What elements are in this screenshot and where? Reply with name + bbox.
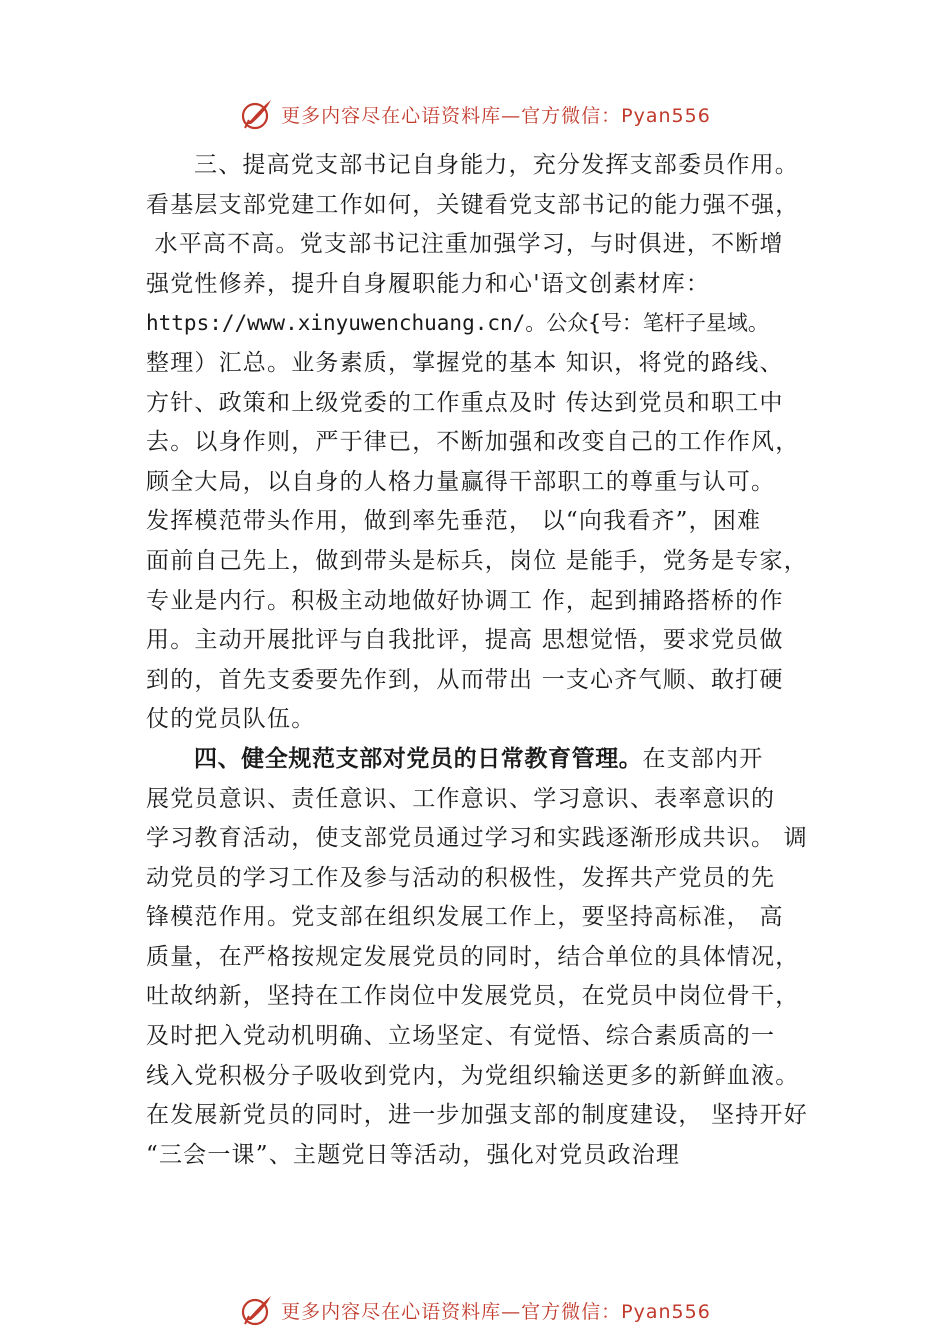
paragraph-line: “三会一课”、主题党日等活动，强化对党员政治理 (146, 1141, 681, 1168)
paragraph-line: 在发展新党员的同时，进一步加强支部的制度建设， 坚持开好 (146, 1102, 808, 1129)
footer-banner (0, 1290, 950, 1330)
paragraph-line: 展党员意识、责任意识、工作意识、学习意识、表率意识的 (146, 785, 776, 812)
paragraph-line: 水平高不高。党支部书记注重加强学习，与时俱进，不断增 (146, 231, 784, 258)
header-banner-label: 更多内容尽在心语资料库—官方微信： (281, 104, 622, 127)
paragraph-line: 及时把入党动机明确、立场坚定、有觉悟、综合素质高的一 (146, 1023, 776, 1050)
header-banner-text (281, 101, 711, 128)
paragraph-line: 动党员的学习工作及参与活动的积极性，发挥共产党员的先 (146, 864, 776, 891)
footer-banner-label: 更多内容尽在心语资料库—官方微信： (281, 1300, 622, 1323)
footer-banner-text (281, 1297, 711, 1324)
paragraph-line: 整理）汇总。业务素质，掌握党的基本 知识，将党的路线、 (146, 349, 784, 376)
section-4-first-line (146, 740, 836, 780)
brush-quill-logo-icon (239, 96, 275, 132)
paragraph-line: 去。以身作则，严于律已，不断加强和改变自己的工作作风， (146, 429, 800, 456)
paragraph-line: 专业是内行。积极主动地做好协调工 作，起到捕路搭桥的作 (146, 587, 784, 614)
paragraph-line: 吐故纳新，坚持在工作岗位中发展党员，在党员中岗位骨干， (146, 983, 800, 1010)
section-4-heading-tail: 在支部内开 (642, 745, 764, 772)
paragraph-line: 三、提高党支部书记自身能力，充分发挥支部委员作用。 (194, 152, 799, 178)
header-banner (0, 94, 950, 134)
brush-quill-logo-icon (239, 1292, 275, 1328)
paragraph-line: 方针、政策和上级党委的工作重点及时 传达到党员和职工中 (146, 389, 784, 416)
footer-wechat-id: Pyan556 (621, 1300, 711, 1323)
paragraph-line: 看基层支部党建工作如何，关键看党支部书记的能力强不强， (146, 191, 800, 218)
paragraph-line: 强党性修养，提升自身履职能力和心'语文创素材库： (146, 270, 711, 297)
paragraph-line: 发挥模范带头作用，做到率先垂范， 以“向我看齐”，困难 (146, 508, 762, 535)
header-wechat-id: Pyan556 (621, 104, 711, 127)
paragraph-line-url: https://www.xinyuwenchuang.cn/。公众{号：笔杆子星域。 (146, 311, 769, 336)
paragraph-line: 质量，在严格按规定发展党员的同时，结合单位的具体情况， (146, 943, 800, 970)
paragraph-line: 面前自己先上，做到带头是标兵，岗位 是能手，党务是专家， (146, 547, 808, 574)
paragraph-line: 线入党积极分子吸收到党内，为党组织输送更多的新鲜血液。 (146, 1062, 800, 1089)
paragraph-line: 锋模范作用。党支部在组织发展工作上，要坚持高标准， 高 (146, 904, 784, 931)
paragraph-line: 学习教育活动，使支部党员通过学习和实践逐渐形成共识。 调 (146, 825, 808, 852)
paragraph-line: 到的，首先支委要先作到，从而带出 一支心齐气顺、敢打硬 (146, 666, 784, 693)
paragraph-line: 用。主动开展批评与自我批评，提高 思想觉悟，要求党员做 (146, 627, 784, 654)
paragraph-line: 仗的党员队伍。 (146, 706, 316, 733)
paragraph-line: 顾全大局，以自身的人格力量赢得干部职工的尊重与认可。 (146, 468, 776, 495)
document-body (146, 146, 836, 1175)
section-4-heading: 四、健全规范支部对党员的日常教育管理。 (194, 745, 643, 772)
